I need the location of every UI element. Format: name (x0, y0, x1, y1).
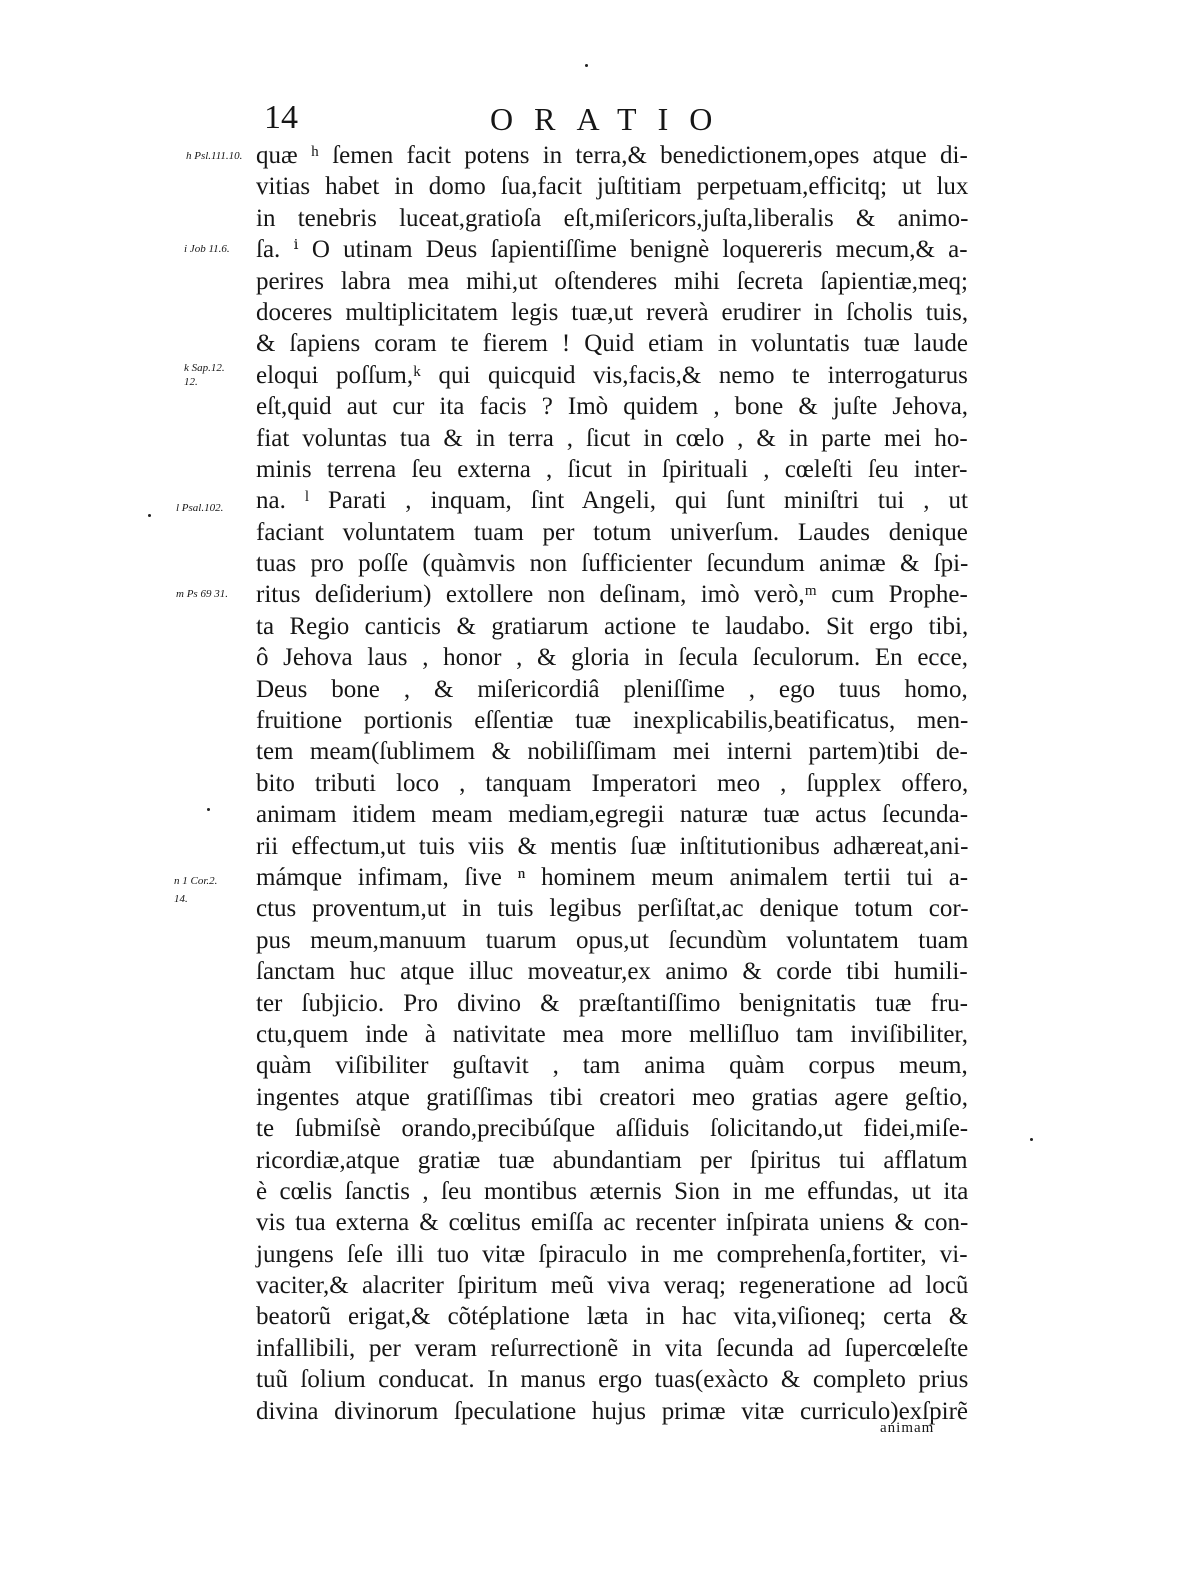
catchword: animam (880, 1420, 935, 1436)
margin-note: n 1 Cor.2. (174, 875, 218, 887)
text-line: rii effectum,ut tuis viis & mentis ſuæ inſtitutionibus adhæreat,ani- (256, 832, 969, 860)
text-line: in tenebris luceat,gratioſa eſt,miſericors,juſta,liberalis & animo- (256, 204, 969, 232)
text-line: beatorũ erigat,& cõtéplatione læta in hac vita,viſioneq; certa & (256, 1303, 969, 1331)
text-line: faciant voluntatem tuam per totum univerſum. Laudes denique (256, 518, 968, 546)
text-line: minis terrena ſeu externa , ſicut in ſpirituali , cœleſti ſeu inter- (256, 455, 968, 483)
text-line: na. ˡ Parati , inquam, ſint Angeli, qui ſunt miniſtri tui , ut (256, 487, 968, 515)
text-line: ſanctam huc atque illuc moveatur,ex animo & corde tibi humili- (256, 958, 968, 986)
text-line: vitias habet in domo ſua,facit juſtitiam perpetuam,efficitq; ut lux (256, 173, 969, 201)
ink-speck (148, 514, 151, 517)
margin-note: m Ps 69 31. (176, 588, 228, 600)
text-line: ô Jehova laus , honor , & gloria in ſecula ſeculorum. En ecce, (256, 644, 968, 672)
text-line: eloqui poſſum,ᵏ qui quicquid vis,facis,& nemo te interrogaturus (256, 361, 968, 389)
text-line: quàm viſibiliter guſtavit , tam anima quàm corpus meum, (256, 1052, 968, 1080)
text-line: ctu,quem inde à nativitate mea more melliſluo tam inviſibiliter, (256, 1020, 968, 1048)
page-number: 14 (264, 99, 298, 136)
running-title: ORATIO (490, 101, 734, 137)
text-line: tem meam(ſublimem & nobiliſſimam mei interni partem)tibi de- (256, 738, 968, 766)
text-line: fiat voluntas tua & in terra , ſicut in cœlo , & in parte mei ho- (256, 424, 968, 452)
text-line: animam itidem meam mediam,egregii naturæ tuæ actus ſecunda- (256, 801, 969, 829)
ink-speck (207, 808, 210, 811)
text-line: mámque infimam, ſive ⁿ hominem meum animalem tertii tui a- (256, 863, 969, 891)
text-line: ritus deſiderium) extollere non deſinam, imò verò,ᵐ cum Prophe- (256, 581, 968, 609)
text-line: tuas pro poſſe (quàmvis non ſufficienter ſecundum animæ & ſpi- (256, 550, 969, 578)
text-line: vaciter,& alacriter ſpiritum meũ viva veraq; regeneratione ad locũ (256, 1272, 969, 1300)
text-line: & ſapiens coram te fierem ! Quid etiam in voluntatis tuæ laude (256, 330, 968, 358)
text-line: bito tributi loco , tanquam Imperatori meo , ſupplex offero, (256, 769, 969, 797)
text-line: ricordiæ,atque gratiæ tuæ abundantiam per ſpiritus tui afflatum (256, 1146, 968, 1174)
text-line: eſt,quid aut cur ita facis ? Imò quidem , bone & juſte Jehova, (256, 393, 969, 421)
text-line: quæ ʰ ſemen facit potens in terra,& benedictionem,opes atque di- (256, 142, 968, 169)
margin-note: i Job 11.6. (184, 243, 230, 255)
text-line: pus meum,manuum tuarum opus,ut ſecundùm voluntatem tuam (256, 926, 969, 954)
text-line: perires labra mea mihi,ut oſtenderes mihi ſecreta ſapientiæ,meq; (256, 267, 968, 295)
margin-note: 14. (174, 893, 188, 905)
text-line: doceres multiplicitatem legis tuæ,ut reverà erudirer in ſcholis tuis, (256, 298, 969, 326)
text-line: fruitione portionis eſſentiæ tuæ inexplicabilis,beatificatus, men- (256, 707, 969, 735)
text-line: divina divinorum ſpeculatione hujus primæ vitæ curriculo)exſpirẽ (256, 1397, 968, 1425)
text-line: infallibili, per veram reſurrectionẽ in vita ſecunda ad ſupercœleſte (256, 1334, 969, 1362)
text-line: ctus proventum,ut in tuis legibus perſiſtat,ac denique totum cor- (256, 895, 969, 923)
text-line: vis tua externa & cœlitus emiſſa ac recenter inſpirata uniens & con- (256, 1209, 969, 1237)
ink-speck (1030, 1138, 1033, 1141)
text-line: ta Regio canticis & gratiarum actione te laudabo. Sit ergo tibi, (256, 612, 969, 640)
text-line: Deus bone , & miſericordiâ pleniſſime , ego tuus homo, (256, 675, 968, 703)
text-line: ſa. ⁱ O utinam Deus ſapientiſſime benignè loquereris mecum,& a- (256, 236, 968, 264)
text-line: è cœlis ſanctis , ſeu montibus æternis Sion in me effundas, ut ita (256, 1177, 969, 1205)
text-line: tuũ ſolium conducat. In manus ergo tuas(exàcto & completo prius (256, 1366, 969, 1394)
body-text (256, 140, 968, 1427)
text-line: te ſubmiſsè orando,precibúſque aſſiduis ſolicitando,ut fidei,miſe- (256, 1115, 969, 1143)
margin-note: 12. (184, 376, 198, 388)
ink-speck (585, 64, 588, 67)
text-line: ingentes atque gratiſſimas tibi creatori meo gratias agere geſtio, (256, 1083, 969, 1111)
margin-note: l Psal.102. (176, 502, 224, 514)
margin-note: k Sap.12. (184, 362, 225, 374)
text-line: jungens ſeſe illi tuo vitæ ſpiraculo in me comprehenſa,fortiter, vi- (256, 1240, 968, 1268)
margin-note: h Psl.111.10. (186, 150, 243, 162)
text-line: ter ſubjicio. Pro divino & præſtantiſſimo benignitatis tuæ fru- (256, 989, 969, 1017)
